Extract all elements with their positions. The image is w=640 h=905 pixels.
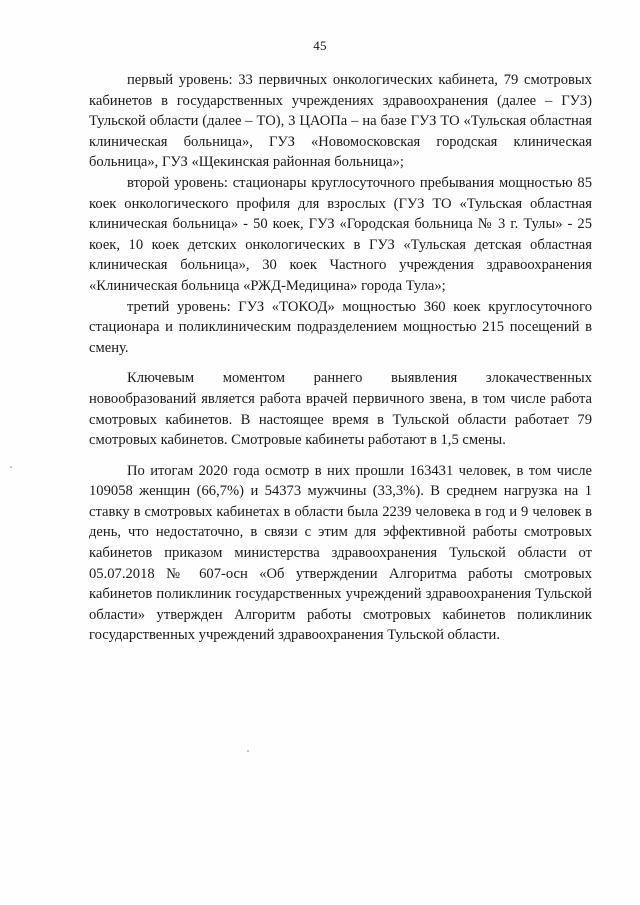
paragraph-second-level: второй уровень: стационары круглосуточного пребывания мощностью 85 коек онкологического профиля для взрослых (ГУЗ ТО «Тульская областная клиническая больница» - 50 коек, ГУЗ «Городская больница № 3 г. Тулы» - 25 коек, 10 коек детских онкологических в ГУЗ «Тульская детская областная клиническая больница», 30 коек Частного учреждения здравоохранения «Клиническая больница «РЖД-Медицина» города Тула»; (89, 174, 592, 294)
paragraph-2020-results: По итогам 2020 года осмотр в них прошли 163431 человек, в том числе 109058 женщин (66,7%) и 54373 мужчины (33,3%). В среднем нагрузка на 1 ставку в смотровых кабинетах в области была 2239 человека в год и 9 человек в день, что недостаточно, в связи с этим для эффективной работы смотровых кабинетов приказом министерства здравоохранения Тульской области от 05.07.2018 № 607-осн «Об утверждении Алгоритма работы смотровых кабинетов поликлиник государственных учреждений здравоохранения Тульской области» утвержден Алгоритм работы смотровых кабинетов поликлиник государственных учреждений здравоохранения Тульской области. (89, 462, 592, 644)
scan-artifact (247, 750, 249, 752)
page-number: 45 (313, 38, 327, 53)
paragraph-third-level: третий уровень: ГУЗ «ТОКОД» мощностью 360 коек круглосуточного стационара и поликлиническим подразделением мощностью 215 посещений в смену. (89, 298, 592, 356)
document-body (89, 70, 592, 646)
paragraph-key-moment: Ключевым моментом раннего выявления злокачественных новообразований является работа врачей первичного звена, в том числе работа смотровых кабинетов. В настоящее время в Тульской области работает 79 смотровых кабинетов. Смотровые кабинеты работают в 1,5 смены. (89, 370, 592, 449)
paragraph-first-level: первый уровень: 33 первичных онкологических кабинета, 79 смотровых кабинетов в государственных учреждениях здравоохранения (далее – ГУЗ) Тульской области (далее – ТО), 3 ЦАОПа – на базе ГУЗ ТО «Тульская областная клиническая больница», ГУЗ «Новомосковская городская клиническая больница», ГУЗ «Щекинская районная больница»; (89, 72, 592, 171)
scan-artifact (10, 466, 12, 468)
